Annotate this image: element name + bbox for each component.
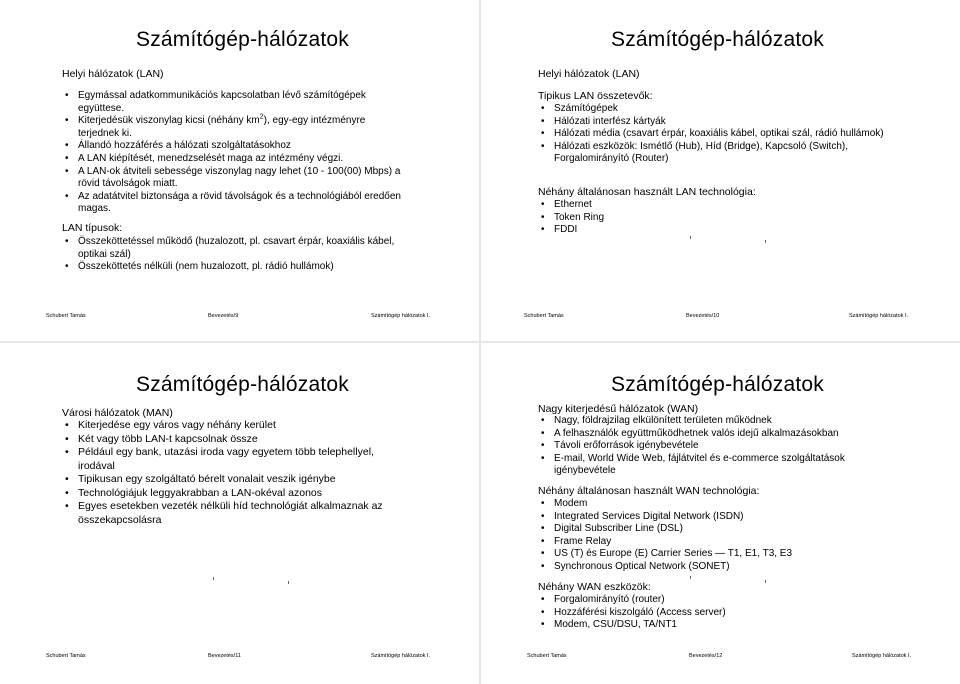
list-item: • A LAN-ok átviteli sebessége viszonylag nagy lehet (10 - 100(00) Mbps) a rövid távolságok miatt. [62, 166, 402, 191]
list-item: • Összeköttetés nélküli (nem huzalozott, pl. rádió hullámok) [62, 261, 402, 274]
list-item: • Hozzáférési kiszolgáló (Access server) [538, 607, 898, 620]
subheading: Néhány általánosan használt WAN technológia: [538, 485, 760, 497]
list-item: • Token Ring [538, 212, 838, 225]
bullet-list [538, 199, 838, 237]
slide-heading: Nagy kiterjedésű hálózatok (WAN) [538, 403, 699, 415]
subheading: Néhány WAN eszközök: [538, 581, 651, 593]
list-item: • Frame Relay [538, 536, 898, 549]
list-item: • Modem [538, 498, 898, 511]
decorative-tick [213, 577, 214, 580]
slide-heading: Városi hálózatok (MAN) [62, 407, 173, 419]
list-item: • Tipikusan egy szolgáltató bérelt vonalait veszik igénybe [62, 473, 412, 487]
list-item: • A LAN kiépítését, menedzselését maga az intézmény végzi. [62, 153, 402, 166]
bullet-list [62, 90, 402, 216]
slide-9 [0, 0, 478, 340]
list-item: • Összeköttetéssel működő (huzalozott, pl. csavart érpár, koaxiális kábel, optikai szál) [62, 236, 402, 261]
slide-heading: Helyi hálózatok (LAN) [62, 68, 164, 80]
decorative-tick [765, 240, 766, 243]
list-item: • Synchronous Optical Network (SONET) [538, 561, 898, 574]
subheading: Néhány általánosan használt LAN technológia: [538, 186, 756, 198]
list-item: • Egymással adatkommunikációs kapcsolatban lévő számítógépek együttese. [62, 90, 402, 115]
list-item: • Integrated Services Digital Network (ISDN) [538, 511, 898, 524]
list-item: • Távoli erőforrások igénybevétele [538, 440, 898, 453]
footer-course: Számítógép hálózatok I. [371, 313, 431, 319]
decorative-tick [690, 236, 691, 239]
bullet-list [538, 498, 898, 574]
list-item: • Egyes esetekben vezeték nélküli híd technológiát alkalmaznak az összekapcsolásra [62, 500, 412, 527]
footer-page: Bevezetés/12 [689, 653, 723, 659]
slide-title: Számítógép-hálózatok [611, 373, 824, 396]
list-item: • Technológiájuk leggyakrabban a LAN-okéval azonos [62, 487, 412, 501]
bullet-list [538, 594, 898, 632]
list-item: • FDDI [538, 224, 838, 237]
bullet-list [538, 103, 890, 166]
list-item: • Állandó hozzáférés a hálózati szolgáltatásokhoz [62, 140, 402, 153]
bullet-list [62, 236, 402, 274]
footer-course: Számítógép hálózatok I. [371, 653, 431, 659]
decorative-tick [288, 581, 289, 584]
list-item: • Például egy bank, utazási iroda vagy egyetem több telephellyel, irodával [62, 446, 412, 473]
list-item: • Számítógépek [538, 103, 890, 116]
decorative-tick [765, 580, 766, 583]
slide-title: Számítógép-hálózatok [136, 373, 349, 396]
footer-author: Schubert Tamás [46, 313, 86, 319]
list-item: • US (T) és Europe (E) Carrier Series — T1, E1, T3, E3 [538, 548, 898, 561]
list-item: • Digital Subscriber Line (DSL) [538, 523, 898, 536]
list-item: • Forgalomirányító (router) [538, 594, 898, 607]
list-item: • Hálózati interfész kártyák [538, 116, 890, 129]
slide-10 [481, 0, 959, 340]
slide-11 [0, 343, 478, 683]
list-item: • Ethernet [538, 199, 838, 212]
slide-heading: Helyi hálózatok (LAN) [538, 68, 640, 80]
subheading: Tipikus LAN összetevők: [538, 90, 653, 102]
list-item: • Modem, CSU/DSU, TA/NT1 [538, 619, 898, 632]
list-item: • E-mail, World Wide Web, fájlátvitel és e-commerce szolgáltatások igénybevétele [538, 453, 898, 478]
footer-page: Bevezetés/10 [686, 313, 720, 319]
bullet-list [538, 415, 898, 478]
list-item: • Két vagy több LAN-t kapcsolnak össze [62, 433, 412, 447]
slide-12 [481, 343, 959, 683]
list-item: • Az adatátvitel biztonsága a rövid távolságok és a technológiából eredően magas. [62, 191, 402, 216]
list-item: • Hálózati eszközök: Ismétlő (Hub), Híd (Bridge), Kapcsoló (Switch), Forgalomirányító (Router) [538, 141, 890, 166]
slide-title: Számítógép-hálózatok [611, 28, 824, 51]
footer-course: Számítógép hálózatok I. [849, 313, 909, 319]
footer-page: Bevezetés/11 [208, 653, 241, 659]
decorative-tick [690, 576, 691, 579]
list-item: • Nagy, földrajzilag elkülönített területen működnek [538, 415, 898, 428]
footer-author: Schubert Tamás [524, 313, 564, 319]
footer-page: Bevezetés/9 [208, 313, 239, 319]
footer-author: Schubert Tamás [46, 653, 86, 659]
list-item: • Kiterjedése egy város vagy néhány kerület [62, 419, 412, 433]
footer-course: Számítógép hálózatok I. [852, 653, 912, 659]
footer-author: Schubert Tamás [527, 653, 567, 659]
list-item: • Hálózati média (csavart érpár, koaxiális kábel, optikai szál, rádió hullámok) [538, 128, 890, 141]
slide-title: Számítógép-hálózatok [136, 28, 349, 51]
subheading: LAN típusok: [62, 222, 123, 234]
list-item: • A felhasználók együttműködhetnek valós idejű alkalmazásokban [538, 428, 898, 441]
list-item: • Kiterjedésük viszonylag kicsi (néhány $km^2$), egy-egy intézményre terjednek ki. [62, 115, 402, 140]
bullet-list [62, 419, 412, 527]
